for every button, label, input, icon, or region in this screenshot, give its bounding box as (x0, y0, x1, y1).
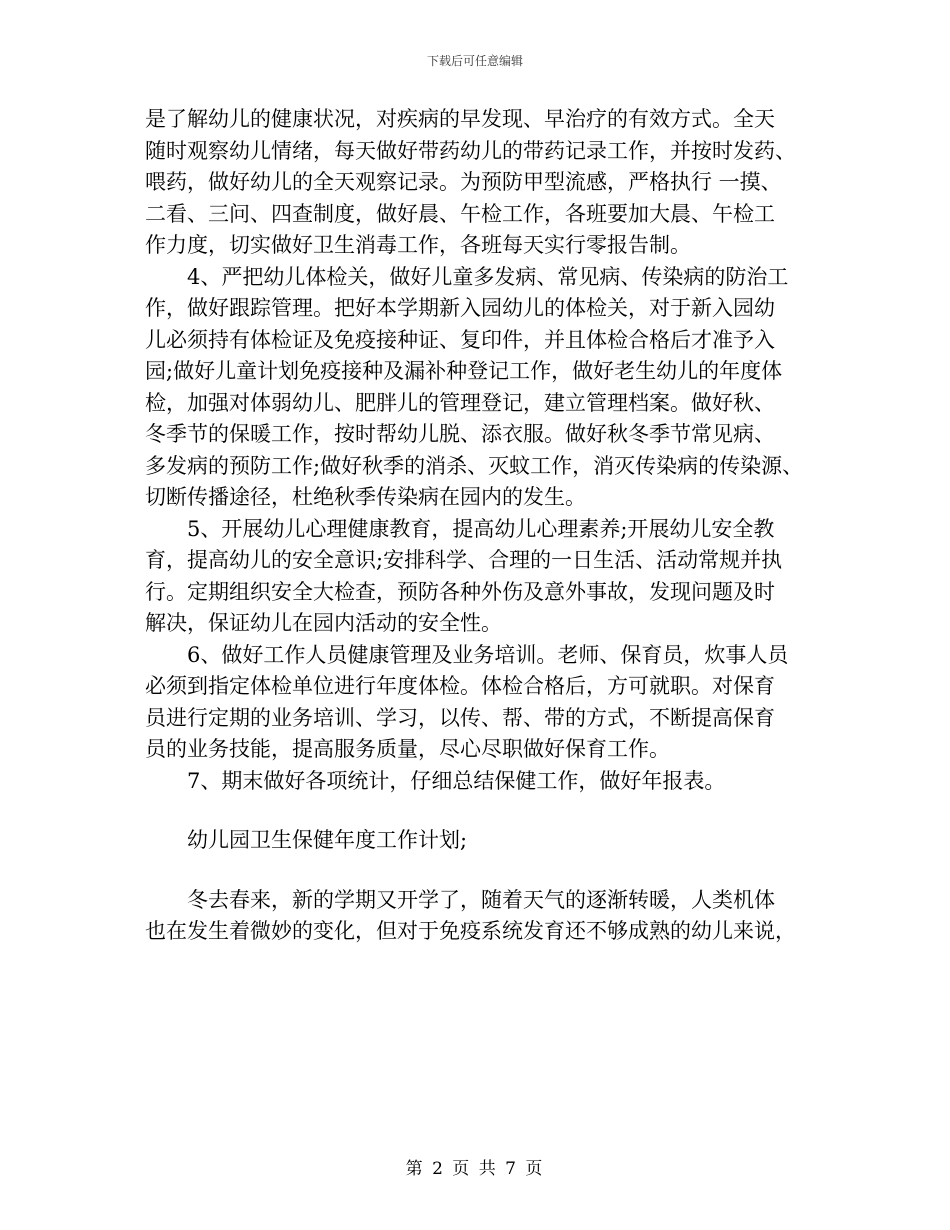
page-number-footer: 第 2 页 共 7 页 (405, 1159, 545, 1179)
text-line: 园;做好儿童计划免疫接种及漏补种登记工作，做好老生幼儿的年度体 (145, 359, 783, 383)
text-line: 是了解幼儿的健康状况，对疾病的早发现、早治疗的有效方式。全天 (145, 107, 775, 131)
text-line: 儿必须持有体检证及免疫接种证、复印件，并且体检合格后才准予入 (145, 327, 775, 352)
text-line: 检，加强对体弱幼儿、肥胖儿的管理登记，建立管理档案。做好秋、 (145, 390, 775, 415)
text-line: 喂药，做好幼儿的全天观察记录。为预防甲型流感，严格执行 一摸、 (145, 170, 782, 194)
text-line: 切断传播途径，杜绝秋季传染病在园内的发生。 (145, 485, 586, 509)
paragraph-item-4 (145, 262, 825, 514)
text-line: 二看、三问、四查制度，做好晨、午检工作，各班要加大晨、午检工 (145, 201, 775, 226)
text-line: 作力度，切实做好卫生消毒工作，各班每天实行零报告制。 (145, 233, 691, 257)
paragraph-item-7 (145, 766, 825, 798)
text-line: 6、做好工作人员健康管理及业务培训。老师、保育员，炊事人员 (187, 642, 789, 667)
text-line: 多发病的预防工作;做好秋季的消杀、灭蚊工作，消灭传染病的传染源、 (145, 453, 804, 478)
text-line: 行。定期组织安全大检查，预防各种外伤及意外事故，发现问题及时 (145, 579, 775, 604)
document-body (145, 104, 825, 948)
text-line: 员进行定期的业务培训、学习，以传、帮、带的方式，不断提高保育 (145, 705, 775, 730)
spacer (145, 797, 825, 825)
text-line: 作，做好跟踪管理。把好本学期新入园幼儿的体检关，对于新入园幼 (145, 296, 775, 320)
text-line: 4、严把幼儿体检关，做好儿童多发病、常见病、传染病的防治工 (187, 264, 789, 289)
text-line: 7、期末做好各项统计，仔细总结保健工作，做好年报表。 (187, 768, 726, 793)
text-line: 必须到指定体检单位进行年度体检。体检合格后，方可就职。对保育 (145, 674, 775, 698)
section-title: 幼儿园卫生保健年度工作计划; (187, 828, 468, 852)
text-line: 冬季节的保暖工作，按时帮幼儿脱、添衣服。做好秋冬季节常见病、 (145, 422, 775, 446)
text-line: 员的业务技能，提高服务质量，尽心尽职做好保育工作。 (145, 737, 670, 761)
paragraph-item-5 (145, 514, 825, 640)
paragraph-1 (145, 104, 825, 262)
text-line: 也在发生着微妙的变化，但对于免疫系统发育还不够成熟的幼儿来说， (145, 919, 796, 943)
page-header: 下载后可任意编辑 (426, 54, 523, 68)
text-line: 解决，保证幼儿在园内活动的安全性。 (145, 611, 502, 635)
paragraph-item-6 (145, 640, 825, 766)
text-line: 冬去春来，新的学期又开学了，随着天气的逐渐转暖，人类机体 (187, 887, 775, 912)
closing-paragraph (145, 885, 825, 948)
text-line: 随时观察幼儿情绪，每天做好带药幼儿的带药记录工作，并按时发药、 (145, 138, 796, 163)
text-line: 5、开展幼儿心理健康教育，提高幼儿心理素养;开展幼儿安全教 (187, 516, 775, 541)
text-line: 育，提高幼儿的安全意识;安排科学、合理的一日生活、活动常规并执 (145, 548, 783, 572)
spacer (145, 857, 825, 885)
